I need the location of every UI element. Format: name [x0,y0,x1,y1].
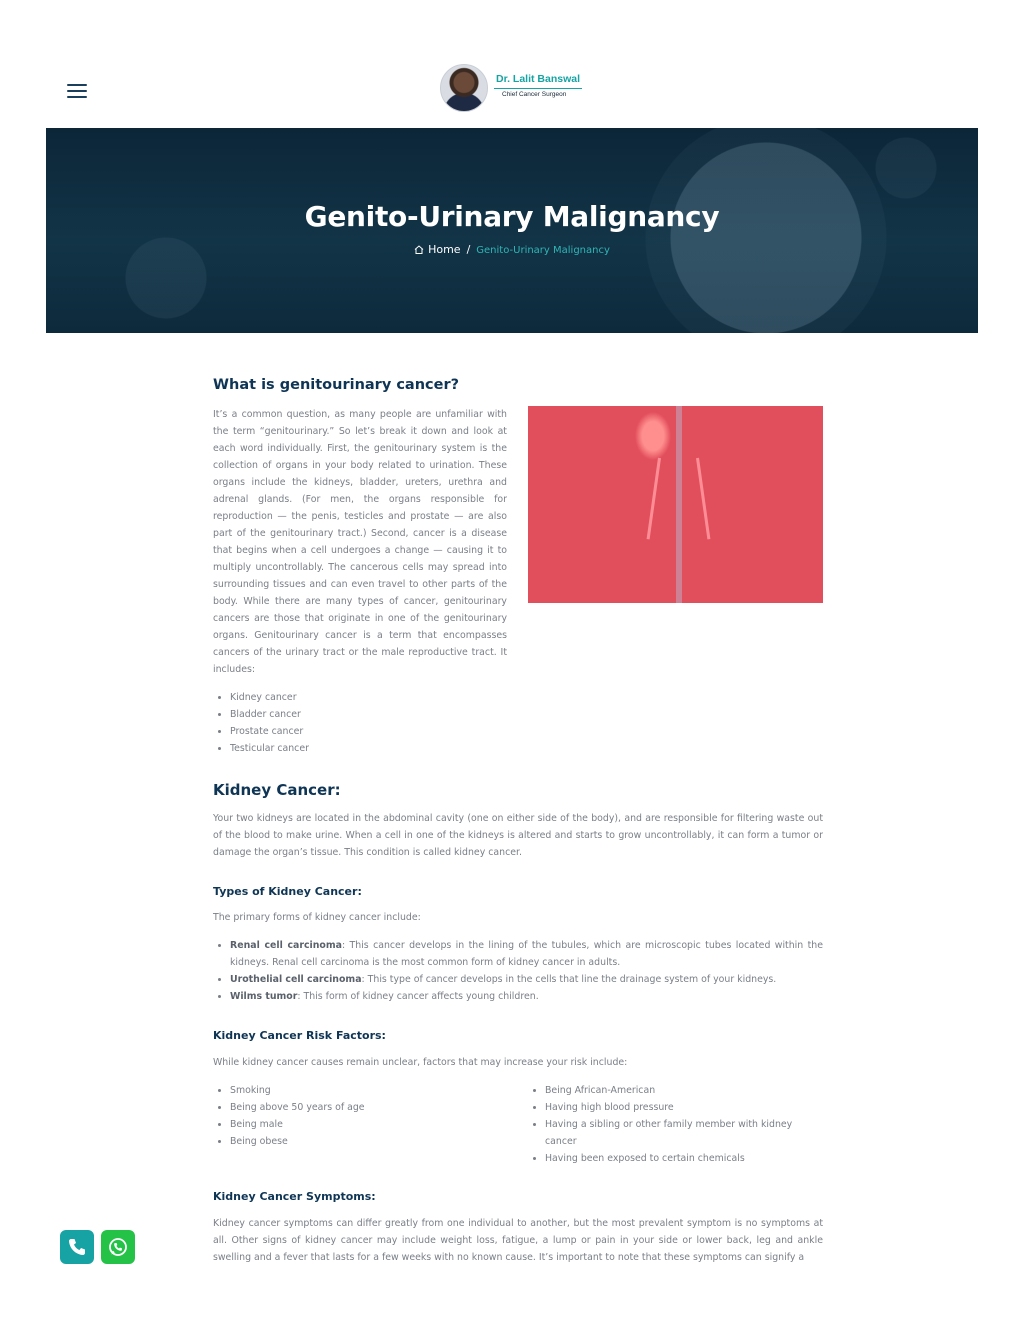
types-intro: The primary forms of kidney cancer include: [213,912,421,923]
type-name: Renal cell carcinoma [230,940,342,951]
list-item: • Bladder cancer [230,706,309,723]
list-item: • Having been exposed to certain chemicals [545,1150,813,1167]
page-hero-banner [46,128,978,333]
types-heading: Types of Kidney Cancer: [213,885,362,898]
doctor-avatar [440,64,488,112]
home-icon [414,245,424,254]
hamburger-menu-icon[interactable] [67,83,87,99]
breadcrumb-current: Genito-Urinary Malignancy [476,245,610,256]
kidney-cancer-types-list [213,937,823,1005]
list-item [230,971,823,988]
breadcrumb-home-link[interactable]: Home [428,243,461,256]
menu-line [67,84,87,86]
breadcrumb-separator: / [466,243,471,256]
risk-factors-heading: Kidney Cancer Risk Factors: [213,1029,386,1042]
logo-subtitle: Chief Cancer Surgeon [502,91,567,98]
site-header [0,0,1024,128]
urinary-system-image [528,406,823,603]
list-item [230,988,823,1005]
logo-divider [494,88,582,89]
image-ureter [647,458,661,540]
list-item: • Testicular cancer [230,740,309,757]
list-item: • Being above 50 years of age [230,1099,510,1116]
type-name: Wilms tumor [230,991,298,1002]
page-title: Genito-Urinary Malignancy [304,200,720,233]
logo-name: Dr. Lalit Banswal [496,73,581,85]
list-item: • Smoking [230,1082,510,1099]
image-ureter [696,458,710,540]
menu-line [67,90,87,92]
site-logo[interactable] [440,64,590,112]
symptoms-heading: Kidney Cancer Symptoms: [213,1190,376,1203]
genitourinary-cancer-list [213,689,309,757]
whatsapp-button[interactable] [101,1230,135,1264]
intro-paragraph: It’s a common question, as many people are unfamiliar with the term “genitourinary.” So let’s break it down and look at each word individually. First, the genitourinary system is the collection of organs in your body related to urination. These organs include the kidneys, bladder, ureters, urethra and adrenal glands. (For men, the organs responsible for reproduction — the penis, testicles and prostate — are also part of the genitourinary tract.) Second, cancer is a disease that begins when a cell undergoes a change — causing it to multiply uncontrollably. The cancerous cells may spread into surrounding tissues and can even travel to other parts of the body. While there are many types of cancer, genitourinary cancers are those that originate in one of the genitourinary organs. Genitourinary cancer is a term that encompasses cancers of the urinary tract or the male reproductive tract. It includes: [213,409,507,675]
symptoms-paragraph: Kidney cancer symptoms can differ greatly from one individual to another, but the most prevalent symptom is no symptoms at all. Other signs of kidney cancer may include weight loss, fatigue, a lump or pain in your side or lower back, leg and ankle swelling and a fever that lasts for a few weeks with no known cause. It’s important to note that these symptoms can signify a [213,1218,823,1263]
whatsapp-icon [108,1237,128,1257]
list-item: • Being African-American [545,1082,813,1099]
list-item: • Having a sibling or other family member with kidney cancer [545,1116,813,1150]
risk-factors-list-right [528,1082,813,1167]
list-item: • Being male [230,1116,510,1133]
intro-heading: What is genitourinary cancer? [213,377,460,393]
list-item: • Having high blood pressure [545,1099,813,1116]
breadcrumb [46,243,978,256]
list-item [230,937,823,971]
image-spine [676,406,682,603]
list-item: • Prostate cancer [230,723,309,740]
kidney-cancer-heading: Kidney Cancer: [213,781,341,799]
type-description: : This type of cancer develops in the cells that line the drainage system of your kidneys. [361,974,777,985]
call-button[interactable] [60,1230,94,1264]
kidney-cancer-paragraph: Your two kidneys are located in the abdominal cavity (one on either side of the body), and are responsible for filtering waste out of the blood to make urine. When a cell in one of the kidneys is altered and starts to grow uncontrollably, it can form a tumor or damage the organ’s tissue. This condition is called kidney cancer. [213,813,823,858]
type-description: : This cancer develops in the lining of the tubules, which are microscopic tubes located within the kidneys. Renal cell carcinoma is the most common form of kidney cancer in adults. [230,940,823,968]
risk-factors-list-left [213,1082,510,1150]
menu-line [67,96,87,98]
list-item: • Kidney cancer [230,689,309,706]
type-description: : This form of kidney cancer affects young children. [297,991,539,1002]
list-item: • Being obese [230,1133,510,1150]
type-name: Urothelial cell carcinoma [230,974,362,985]
risk-factors-intro: While kidney cancer causes remain unclear, factors that may increase your risk include: [213,1057,628,1068]
phone-icon [67,1237,87,1257]
